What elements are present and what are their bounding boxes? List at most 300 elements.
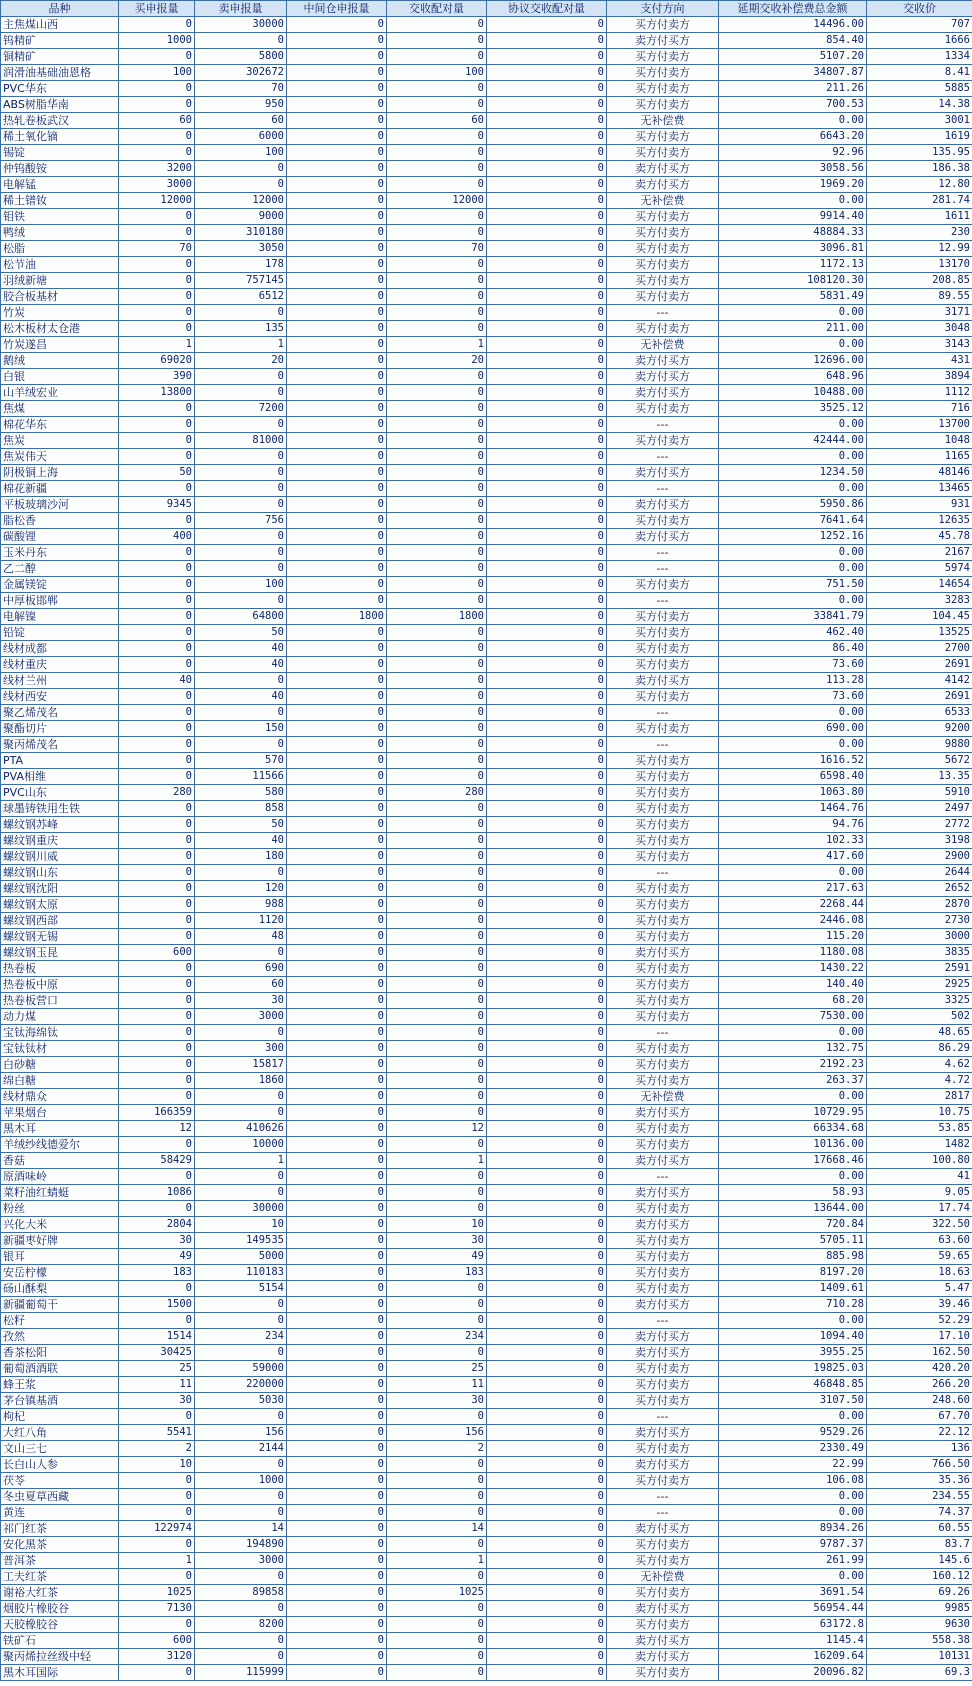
cell-variety: 螺纹钢西部 [1,913,119,929]
table-row [1,433,972,449]
cell-payment-direction: 卖方付买方 [607,673,719,689]
cell-middle-warehouse-qty: 0 [287,353,387,369]
cell-payment-direction: 买方付卖方 [607,17,719,33]
cell-payment-direction: 买方付卖方 [607,1121,719,1137]
cell-middle-warehouse-qty: 0 [287,321,387,337]
cell-delivery-price: 3325 [867,993,972,1009]
cell-agreement-matched-qty: 0 [487,289,607,305]
cell-middle-warehouse-qty: 0 [287,529,387,545]
cell-buy-qty: 0 [119,1089,195,1105]
cell-deferred-compensation-total: 19825.03 [719,1361,867,1377]
cell-delivery-price: 558.38 [867,1633,972,1649]
cell-variety: 动力煤 [1,1009,119,1025]
cell-variety: 新疆葡萄干 [1,1297,119,1313]
cell-delivery-price: 14.38 [867,97,972,113]
cell-delivery-price: 1482 [867,1137,972,1153]
table-row [1,1489,972,1505]
cell-variety: 松节油 [1,257,119,273]
cell-payment-direction: 买方付卖方 [607,881,719,897]
cell-delivery-price: 45.78 [867,529,972,545]
cell-buy-qty: 12000 [119,193,195,209]
cell-variety: 原酒味岭 [1,1169,119,1185]
cell-buy-qty: 0 [119,865,195,881]
cell-agreement-matched-qty: 0 [487,97,607,113]
table-row [1,193,972,209]
cell-agreement-matched-qty: 0 [487,913,607,929]
cell-sell-qty: 1 [195,337,287,353]
cell-delivery-matched-qty: 0 [387,881,487,897]
cell-sell-qty: 5030 [195,1393,287,1409]
cell-agreement-matched-qty: 0 [487,177,607,193]
cell-buy-qty: 122974 [119,1521,195,1537]
cell-sell-qty: 0 [195,33,287,49]
cell-variety: 长白山人参 [1,1457,119,1473]
cell-delivery-price: 3283 [867,593,972,609]
cell-sell-qty: 410626 [195,1121,287,1137]
cell-middle-warehouse-qty: 0 [287,401,387,417]
table-row [1,929,972,945]
cell-payment-direction: 买方付卖方 [607,1553,719,1569]
cell-variety: 香茶松阳 [1,1345,119,1361]
cell-middle-warehouse-qty: 0 [287,657,387,673]
table-row [1,449,972,465]
cell-delivery-matched-qty: 0 [387,161,487,177]
cell-buy-qty: 2 [119,1441,195,1457]
cell-buy-qty: 0 [119,1489,195,1505]
cell-buy-qty: 1000 [119,33,195,49]
cell-deferred-compensation-total: 710.28 [719,1297,867,1313]
cell-payment-direction: --- [607,593,719,609]
cell-payment-direction: 卖方付买方 [607,1297,719,1313]
cell-delivery-matched-qty: 0 [387,689,487,705]
cell-payment-direction: 买方付卖方 [607,49,719,65]
table-row [1,993,972,1009]
cell-agreement-matched-qty: 0 [487,1089,607,1105]
table-row [1,801,972,817]
cell-delivery-matched-qty: 0 [387,497,487,513]
table-row [1,865,972,881]
cell-variety: 黑木耳 [1,1121,119,1137]
cell-sell-qty: 30 [195,993,287,1009]
cell-buy-qty: 0 [119,705,195,721]
cell-delivery-price: 431 [867,353,972,369]
cell-variety: 主焦煤山西 [1,17,119,33]
cell-agreement-matched-qty: 0 [487,1217,607,1233]
cell-agreement-matched-qty: 0 [487,1105,607,1121]
cell-payment-direction: 卖方付买方 [607,945,719,961]
cell-delivery-matched-qty: 0 [387,721,487,737]
cell-payment-direction: 无补偿费 [607,113,719,129]
cell-payment-direction: 买方付卖方 [607,961,719,977]
cell-buy-qty: 0 [119,1041,195,1057]
cell-deferred-compensation-total: 1172.13 [719,257,867,273]
cell-deferred-compensation-total: 17668.46 [719,1153,867,1169]
cell-buy-qty: 0 [119,897,195,913]
cell-agreement-matched-qty: 0 [487,1185,607,1201]
cell-delivery-matched-qty: 70 [387,241,487,257]
cell-buy-qty: 0 [119,1169,195,1185]
cell-sell-qty: 858 [195,801,287,817]
cell-variety: 安化黑茶 [1,1537,119,1553]
cell-delivery-price: 5885 [867,81,972,97]
cell-delivery-price: 248.60 [867,1393,972,1409]
cell-agreement-matched-qty: 0 [487,369,607,385]
cell-agreement-matched-qty: 0 [487,817,607,833]
cell-middle-warehouse-qty: 0 [287,1601,387,1617]
cell-sell-qty: 115999 [195,1665,287,1681]
cell-delivery-price: 2817 [867,1089,972,1105]
cell-variety: PVC山东 [1,785,119,801]
cell-payment-direction: 买方付卖方 [607,1441,719,1457]
cell-delivery-matched-qty: 0 [387,625,487,641]
cell-delivery-matched-qty: 0 [387,1537,487,1553]
cell-middle-warehouse-qty: 0 [287,17,387,33]
cell-variety: ABS树脂华南 [1,97,119,113]
table-row [1,577,972,593]
cell-middle-warehouse-qty: 0 [287,1057,387,1073]
table-row [1,465,972,481]
cell-payment-direction: 买方付卖方 [607,401,719,417]
cell-variety: 电解镍 [1,609,119,625]
cell-agreement-matched-qty: 0 [487,1441,607,1457]
cell-delivery-matched-qty: 0 [387,961,487,977]
cell-variety: 大红八角 [1,1425,119,1441]
cell-middle-warehouse-qty: 0 [287,865,387,881]
cell-deferred-compensation-total: 211.00 [719,321,867,337]
cell-middle-warehouse-qty: 0 [287,1201,387,1217]
cell-delivery-price: 13.35 [867,769,972,785]
cell-delivery-price: 9985 [867,1601,972,1617]
cell-sell-qty: 5154 [195,1281,287,1297]
cell-delivery-matched-qty: 0 [387,1169,487,1185]
cell-variety: 砀山酥梨 [1,1281,119,1297]
cell-deferred-compensation-total: 0.00 [719,1025,867,1041]
table-row [1,737,972,753]
cell-delivery-matched-qty: 0 [387,833,487,849]
cell-middle-warehouse-qty: 0 [287,1425,387,1441]
cell-agreement-matched-qty: 0 [487,833,607,849]
cell-delivery-price: 3198 [867,833,972,849]
cell-payment-direction: 无补偿费 [607,337,719,353]
cell-delivery-price: 2591 [867,961,972,977]
cell-payment-direction: 买方付卖方 [607,849,719,865]
cell-sell-qty: 40 [195,833,287,849]
cell-variety: 新疆枣好牌 [1,1233,119,1249]
cell-agreement-matched-qty: 0 [487,1425,607,1441]
cell-deferred-compensation-total: 1234.50 [719,465,867,481]
header-payment-direction: 支付方向 [607,1,719,17]
cell-sell-qty: 194890 [195,1537,287,1553]
cell-sell-qty: 310180 [195,225,287,241]
cell-deferred-compensation-total: 648.96 [719,369,867,385]
cell-buy-qty: 600 [119,1633,195,1649]
cell-deferred-compensation-total: 0.00 [719,481,867,497]
cell-variety: 线材重庆 [1,657,119,673]
cell-agreement-matched-qty: 0 [487,161,607,177]
cell-variety: 安岳柠檬 [1,1265,119,1281]
cell-deferred-compensation-total: 0.00 [719,337,867,353]
cell-variety: 平板玻璃沙河 [1,497,119,513]
table-row [1,305,972,321]
table-row [1,1297,972,1313]
cell-delivery-matched-qty: 234 [387,1329,487,1345]
cell-payment-direction: 买方付卖方 [607,929,719,945]
cell-buy-qty: 0 [119,145,195,161]
cell-delivery-price: 766.50 [867,1457,972,1473]
cell-delivery-price: 931 [867,497,972,513]
cell-buy-qty: 0 [119,289,195,305]
cell-middle-warehouse-qty: 0 [287,1009,387,1025]
cell-variety: 蜂王浆 [1,1377,119,1393]
cell-delivery-price: 60.55 [867,1521,972,1537]
cell-deferred-compensation-total: 0.00 [719,593,867,609]
cell-variety: 螺纹钢无锡 [1,929,119,945]
table-header-row [1,1,972,17]
cell-buy-qty: 0 [119,1025,195,1041]
cell-deferred-compensation-total: 263.37 [719,1073,867,1089]
cell-variety: 竹炭遂昌 [1,337,119,353]
cell-delivery-matched-qty: 0 [387,1633,487,1649]
cell-sell-qty: 0 [195,1457,287,1473]
cell-sell-qty: 135 [195,321,287,337]
table-row [1,385,972,401]
cell-deferred-compensation-total: 106.08 [719,1473,867,1489]
cell-variety: 螺纹钢玉昆 [1,945,119,961]
cell-payment-direction: --- [607,305,719,321]
cell-variety: 松籽 [1,1313,119,1329]
cell-delivery-matched-qty: 0 [387,673,487,689]
cell-buy-qty: 166359 [119,1105,195,1121]
cell-middle-warehouse-qty: 0 [287,881,387,897]
table-row [1,1457,972,1473]
cell-agreement-matched-qty: 0 [487,1633,607,1649]
cell-variety: 菜籽油红蜻蜓 [1,1185,119,1201]
cell-payment-direction: 买方付卖方 [607,1201,719,1217]
cell-delivery-matched-qty: 0 [387,529,487,545]
cell-agreement-matched-qty: 0 [487,1009,607,1025]
cell-middle-warehouse-qty: 0 [287,785,387,801]
cell-variety: 棉花新疆 [1,481,119,497]
cell-delivery-matched-qty: 0 [387,865,487,881]
cell-delivery-matched-qty: 0 [387,321,487,337]
cell-buy-qty: 1500 [119,1297,195,1313]
cell-middle-warehouse-qty: 0 [287,913,387,929]
cell-sell-qty: 3050 [195,241,287,257]
cell-agreement-matched-qty: 0 [487,241,607,257]
cell-deferred-compensation-total: 417.60 [719,849,867,865]
header-delivery-price: 交收价 [867,1,972,17]
table-row [1,321,972,337]
cell-variety: 天胶橡胶谷 [1,1617,119,1633]
cell-payment-direction: --- [607,1489,719,1505]
cell-deferred-compensation-total: 885.98 [719,1249,867,1265]
cell-agreement-matched-qty: 0 [487,17,607,33]
table-row [1,1185,972,1201]
cell-buy-qty: 0 [119,977,195,993]
cell-sell-qty: 0 [195,1649,287,1665]
cell-agreement-matched-qty: 0 [487,1073,607,1089]
cell-sell-qty: 150 [195,721,287,737]
cell-payment-direction: 卖方付买方 [607,497,719,513]
cell-payment-direction: 买方付卖方 [607,577,719,593]
cell-sell-qty: 1 [195,1153,287,1169]
cell-delivery-price: 3143 [867,337,972,353]
cell-delivery-price: 10131 [867,1649,972,1665]
cell-deferred-compensation-total: 1464.76 [719,801,867,817]
cell-buy-qty: 10 [119,1457,195,1473]
cell-buy-qty: 0 [119,1617,195,1633]
cell-agreement-matched-qty: 0 [487,1281,607,1297]
cell-agreement-matched-qty: 0 [487,401,607,417]
cell-agreement-matched-qty: 0 [487,1553,607,1569]
cell-delivery-price: 3048 [867,321,972,337]
cell-sell-qty: 20 [195,353,287,369]
cell-agreement-matched-qty: 0 [487,1041,607,1057]
cell-delivery-matched-qty: 0 [387,305,487,321]
cell-delivery-price: 281.74 [867,193,972,209]
cell-sell-qty: 15817 [195,1057,287,1073]
cell-delivery-matched-qty: 2 [387,1441,487,1457]
cell-deferred-compensation-total: 0.00 [719,113,867,129]
cell-buy-qty: 0 [119,273,195,289]
cell-middle-warehouse-qty: 0 [287,945,387,961]
cell-buy-qty: 1 [119,337,195,353]
table-row [1,1233,972,1249]
cell-agreement-matched-qty: 0 [487,961,607,977]
cell-buy-qty: 0 [119,513,195,529]
cell-deferred-compensation-total: 720.84 [719,1217,867,1233]
cell-delivery-matched-qty: 0 [387,1009,487,1025]
cell-variety: 祁门红茶 [1,1521,119,1537]
cell-middle-warehouse-qty: 0 [287,1393,387,1409]
cell-middle-warehouse-qty: 0 [287,1217,387,1233]
cell-delivery-price: 6533 [867,705,972,721]
cell-payment-direction: 卖方付买方 [607,177,719,193]
cell-delivery-price: 67.70 [867,1409,972,1425]
cell-deferred-compensation-total: 0.00 [719,305,867,321]
cell-agreement-matched-qty: 0 [487,545,607,561]
cell-payment-direction: 买方付卖方 [607,1377,719,1393]
cell-delivery-price: 12635 [867,513,972,529]
cell-buy-qty: 0 [119,1057,195,1073]
table-row [1,337,972,353]
cell-sell-qty: 120 [195,881,287,897]
cell-buy-qty: 0 [119,417,195,433]
cell-deferred-compensation-total: 6598.40 [719,769,867,785]
cell-variety: 宝钛海绵钛 [1,1025,119,1041]
cell-variety: 银耳 [1,1249,119,1265]
cell-variety: 球墨铸铁用生铁 [1,801,119,817]
cell-variety: 铜精矿 [1,49,119,65]
cell-payment-direction: 买方付卖方 [607,1249,719,1265]
cell-middle-warehouse-qty: 0 [287,737,387,753]
cell-delivery-matched-qty: 0 [387,1025,487,1041]
cell-buy-qty: 0 [119,1281,195,1297]
cell-delivery-price: 2870 [867,897,972,913]
cell-agreement-matched-qty: 0 [487,1665,607,1681]
cell-sell-qty: 40 [195,641,287,657]
cell-middle-warehouse-qty: 0 [287,1665,387,1681]
cell-variety: 钨精矿 [1,33,119,49]
cell-sell-qty: 149535 [195,1233,287,1249]
cell-payment-direction: 卖方付买方 [607,1457,719,1473]
cell-agreement-matched-qty: 0 [487,657,607,673]
cell-sell-qty: 0 [195,705,287,721]
cell-middle-warehouse-qty: 0 [287,337,387,353]
cell-deferred-compensation-total: 690.00 [719,721,867,737]
cell-deferred-compensation-total: 3525.12 [719,401,867,417]
cell-delivery-price: 1165 [867,449,972,465]
cell-delivery-price: 234.55 [867,1489,972,1505]
cell-payment-direction: 买方付卖方 [607,1537,719,1553]
cell-delivery-price: 17.74 [867,1201,972,1217]
cell-delivery-matched-qty: 0 [387,1665,487,1681]
cell-delivery-price: 2925 [867,977,972,993]
cell-agreement-matched-qty: 0 [487,193,607,209]
cell-payment-direction: 卖方付买方 [607,353,719,369]
cell-variety: 焦炭 [1,433,119,449]
cell-delivery-price: 5672 [867,753,972,769]
cell-sell-qty: 60 [195,113,287,129]
cell-variety: 枸杞 [1,1409,119,1425]
cell-payment-direction: 买方付卖方 [607,145,719,161]
cell-delivery-price: 2652 [867,881,972,897]
cell-sell-qty: 0 [195,305,287,321]
cell-agreement-matched-qty: 0 [487,1025,607,1041]
table-row [1,1505,972,1521]
cell-agreement-matched-qty: 0 [487,433,607,449]
cell-payment-direction: 买方付卖方 [607,609,719,625]
cell-delivery-matched-qty: 49 [387,1249,487,1265]
cell-agreement-matched-qty: 0 [487,529,607,545]
cell-delivery-matched-qty: 1 [387,337,487,353]
cell-middle-warehouse-qty: 0 [287,97,387,113]
cell-delivery-price: 13465 [867,481,972,497]
cell-sell-qty: 100 [195,577,287,593]
cell-middle-warehouse-qty: 0 [287,1473,387,1489]
cell-variety: 螺纹钢太原 [1,897,119,913]
cell-delivery-price: 3001 [867,113,972,129]
cell-variety: 螺纹钢山东 [1,865,119,881]
cell-deferred-compensation-total: 102.33 [719,833,867,849]
cell-buy-qty: 0 [119,769,195,785]
cell-variety: 钼铁 [1,209,119,225]
cell-delivery-price: 2644 [867,865,972,881]
cell-delivery-matched-qty: 0 [387,1649,487,1665]
cell-deferred-compensation-total: 20096.82 [719,1665,867,1681]
cell-buy-qty: 25 [119,1361,195,1377]
cell-variety: 茅台镇基酒 [1,1393,119,1409]
cell-delivery-matched-qty: 0 [387,929,487,945]
cell-buy-qty: 0 [119,209,195,225]
cell-deferred-compensation-total: 1252.16 [719,529,867,545]
cell-sell-qty: 70 [195,81,287,97]
cell-deferred-compensation-total: 0.00 [719,1505,867,1521]
cell-payment-direction: --- [607,865,719,881]
cell-variety: 热卷板中原 [1,977,119,993]
cell-deferred-compensation-total: 58.93 [719,1185,867,1201]
cell-sell-qty: 14 [195,1521,287,1537]
cell-delivery-price: 100.80 [867,1153,972,1169]
cell-delivery-matched-qty: 0 [387,1137,487,1153]
table-row [1,753,972,769]
table-row [1,1633,972,1649]
cell-deferred-compensation-total: 68.20 [719,993,867,1009]
cell-delivery-matched-qty: 0 [387,913,487,929]
cell-deferred-compensation-total: 751.50 [719,577,867,593]
cell-variety: 脂松香 [1,513,119,529]
cell-sell-qty: 0 [195,1633,287,1649]
